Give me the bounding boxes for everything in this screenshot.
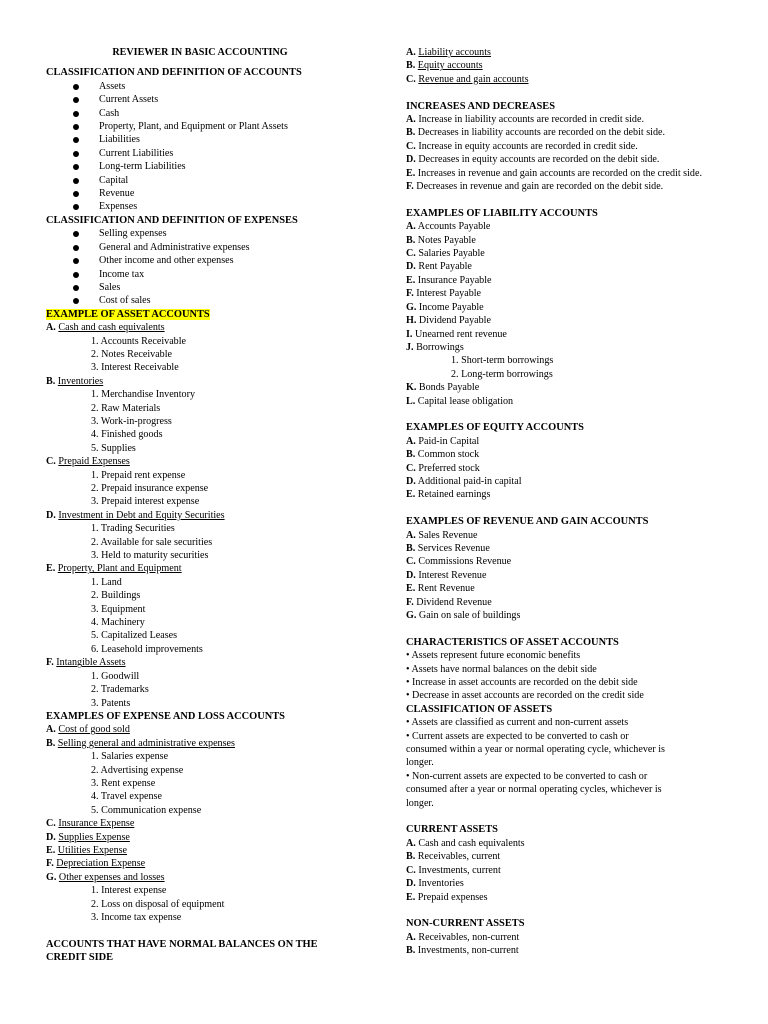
list-item: C. Investments, current — [406, 864, 501, 876]
list-item: G. Income Payable — [406, 301, 484, 313]
list-item: L. Capital lease obligation — [406, 395, 514, 407]
noncurrent-assets-list — [406, 931, 731, 958]
bullet-dot-icon — [73, 285, 79, 291]
list-item: D. Decreases in equity accounts are recorded on the debit side. — [406, 154, 660, 166]
bullet-item: Liabilities — [46, 133, 354, 146]
sub-item: 3. Income tax expense — [91, 912, 182, 923]
sub-item: 2. Available for sale securities — [91, 536, 213, 548]
increases-decreases-list — [406, 113, 731, 193]
list-item: A. Cash and cash equivalents — [406, 837, 525, 849]
sub-item: 3. Interest Receivable — [91, 362, 179, 374]
list-item: D. Investment in Debt and Equity Securities — [46, 509, 225, 521]
bullet-item: Assets — [46, 80, 354, 93]
list-item: • Assets have normal balances on the debit side — [406, 663, 597, 675]
heading-asset-classification: CLASSIFICATION OF ASSETS — [406, 703, 553, 715]
sub-item: 1. Salaries expense — [91, 751, 169, 763]
sub-item: 1. Short-term borrowings — [451, 355, 554, 367]
list-item: E. Increases in revenue and gain accounts are recorded on the credit side. — [406, 167, 702, 179]
heading-classification-accounts: CLASSIFICATION AND DEFINITION OF ACCOUNTS — [46, 67, 302, 79]
list-item: A. Cash and cash equivalents — [46, 322, 165, 334]
list-item: • Non-current assets are expected to be converted to cash or consumed after a year or normal operating cycles, whichever is longer. — [406, 770, 662, 809]
bullet-dot-icon — [73, 84, 79, 90]
sub-item: 2. Advertising expense — [91, 764, 184, 776]
expense-examples-list — [46, 723, 354, 924]
bullet-dot-icon — [73, 124, 79, 130]
list-item: • Current assets are expected to be converted to cash or consumed within a year or normal operating cycle, whichever is longer. — [406, 730, 665, 769]
heading-normal-credit-balances: ACCOUNTS THAT HAVE NORMAL BALANCES ON THE CREDIT SIDE — [46, 938, 318, 964]
list-item: D. Inventories — [406, 878, 464, 890]
list-item: B. Services Revenue — [406, 542, 490, 554]
bullet-item: Sales — [46, 281, 354, 294]
sub-item: 1. Merchandise Inventory — [91, 389, 195, 401]
bullet-dot-icon — [73, 272, 79, 278]
list-item: B. Decreases in liability accounts are recorded on the debit side. — [406, 127, 665, 139]
sub-item: 2. Buildings — [91, 590, 141, 602]
bullet-item: Current Liabilities — [46, 147, 354, 160]
list-item: C. Preferred stock — [406, 462, 480, 474]
bullet-dot-icon — [73, 298, 79, 304]
bullet-dot-icon — [73, 111, 79, 117]
list-item: B. Investments, non-current — [406, 945, 519, 957]
bullet-item: Expenses — [46, 200, 354, 213]
sub-item: 3. Patents — [91, 697, 131, 709]
sub-item: 4. Finished goods — [91, 429, 163, 441]
list-item: A. Liability accounts — [406, 47, 491, 58]
list-item: • Assets are classified as current and non-current assets — [406, 717, 629, 729]
list-item: C. Prepaid Expenses — [46, 456, 130, 468]
sub-item: 2. Raw Materials — [91, 402, 161, 414]
sub-item: 2. Notes Receivable — [91, 348, 173, 360]
list-item: E. Utilities Expense — [46, 844, 128, 856]
bullet-dot-icon — [73, 245, 79, 251]
sub-item: 2. Loss on disposal of equipment — [91, 898, 225, 910]
list-item: A. Cost of good sold — [46, 724, 130, 736]
heading-equity-examples: EXAMPLES OF EQUITY ACCOUNTS — [406, 422, 584, 434]
list-item: • Decrease in asset accounts are recorded on the credit side — [406, 690, 644, 702]
list-item: B. Selling general and administrative expenses — [46, 737, 235, 749]
bullet-item: Capital — [46, 174, 354, 187]
list-item: D. Rent Payable — [406, 261, 472, 273]
heading-classification-expenses: CLASSIFICATION AND DEFINITION OF EXPENSES — [46, 214, 298, 226]
list-item: H. Dividend Payable — [406, 315, 491, 327]
asset-examples-list — [46, 321, 354, 710]
list-item: • Assets represent future economic benefits — [406, 650, 581, 662]
bullet-item: Selling expenses — [46, 227, 354, 240]
list-item: D. Supplies Expense — [46, 831, 130, 843]
bullet-dot-icon — [73, 97, 79, 103]
sub-item: 6. Leasehold improvements — [91, 643, 203, 655]
sub-item: 2. Trademarks — [91, 684, 149, 696]
list-item: K. Bonds Payable — [406, 382, 480, 394]
highlighted-heading: EXAMPLE OF ASSET ACCOUNTS — [46, 308, 210, 320]
list-item: G. Other expenses and losses — [46, 871, 165, 883]
classification-accounts-list — [46, 80, 354, 214]
sub-item: 1. Trading Securities — [91, 523, 175, 535]
document-title: REVIEWER IN BASIC ACCOUNTING — [112, 47, 288, 58]
bullet-dot-icon — [73, 164, 79, 170]
list-item: G. Gain on sale of buildings — [406, 610, 521, 621]
sub-item: 3. Equipment — [91, 603, 146, 615]
bullet-dot-icon — [73, 258, 79, 264]
sub-item: 3. Work-in-progress — [91, 415, 172, 427]
bullet-item: Cash — [46, 107, 354, 120]
sub-item: 1. Accounts Receivable — [91, 335, 187, 347]
list-item: E. Property, Plant and Equipment — [46, 563, 182, 575]
sub-item: 2. Prepaid insurance expense — [91, 483, 209, 494]
list-item: A. Paid-in Capital — [406, 435, 480, 447]
list-item: B. Equity accounts — [406, 60, 483, 72]
list-item: D. Interest Revenue — [406, 569, 487, 581]
bullet-item: Cost of sales — [46, 294, 354, 307]
sub-item: 3. Held to maturity securities — [91, 550, 209, 562]
sub-item: 2. Long-term borrowings — [451, 368, 553, 380]
right-column — [406, 46, 731, 958]
classification-expenses-list — [46, 227, 354, 307]
bullet-dot-icon — [73, 204, 79, 210]
current-assets-list — [406, 837, 731, 904]
list-item: • Increase in asset accounts are recorded on the debit side — [406, 677, 638, 689]
heading-revenue-examples: EXAMPLES OF REVENUE AND GAIN ACCOUNTS — [406, 516, 649, 528]
sub-item: 5. Supplies — [91, 442, 136, 454]
list-item: D. Additional paid-in capital — [406, 475, 522, 487]
list-item: C. Revenue and gain accounts — [406, 73, 529, 85]
list-item: E. Prepaid expenses — [406, 891, 488, 903]
list-item: C. Increase in equity accounts are recorded in credit side. — [406, 140, 638, 152]
bullet-item: Long-term Liabilities — [46, 160, 354, 173]
sub-item: 1. Goodwill — [91, 670, 140, 682]
sub-item: 4. Machinery — [91, 617, 145, 629]
left-column — [46, 0, 354, 965]
sub-item: 3. Prepaid interest expense — [91, 496, 200, 508]
sub-item: 1. Interest expense — [91, 885, 167, 897]
list-item: B. Notes Payable — [406, 234, 476, 246]
list-item: F. Intangible Assets — [46, 657, 126, 669]
bullet-item: Other income and other expenses — [46, 254, 354, 267]
bullet-item: Revenue — [46, 187, 354, 200]
sub-item: 4. Travel expense — [91, 791, 162, 803]
bullet-item: Current Assets — [46, 93, 354, 106]
heading-increases-decreases: INCREASES AND DECREASES — [406, 100, 555, 112]
sub-item: 1. Land — [91, 576, 122, 588]
list-item: F. Decreases in revenue and gain are recorded on the debit side. — [406, 181, 664, 193]
list-item: A. Increase in liability accounts are recorded in credit side. — [406, 114, 644, 126]
list-item: B. Inventories — [46, 375, 104, 387]
list-item: E. Rent Revenue — [406, 583, 475, 595]
sub-item: 5. Communication expense — [91, 804, 202, 816]
bullet-dot-icon — [73, 231, 79, 237]
list-item: F. Dividend Revenue — [406, 596, 492, 608]
bullet-dot-icon — [73, 151, 79, 157]
list-item: A. Sales Revenue — [406, 529, 478, 541]
list-item: E. Insurance Payable — [406, 274, 492, 286]
list-item: B. Common stock — [406, 449, 480, 461]
list-item: E. Retained earnings — [406, 489, 491, 501]
heading-asset-examples — [46, 308, 354, 321]
credit-accounts-list — [406, 46, 731, 86]
sub-item: 5. Capitalized Leases — [91, 630, 178, 642]
heading-expense-examples: EXAMPLES OF EXPENSE AND LOSS ACCOUNTS — [46, 710, 285, 722]
heading-noncurrent-assets: NON-CURRENT ASSETS — [406, 918, 525, 930]
list-item: C. Insurance Expense — [46, 818, 135, 830]
list-item: F. Depreciation Expense — [46, 858, 146, 870]
list-item: C. Salaries Payable — [406, 248, 485, 260]
asset-classification-list — [406, 716, 668, 810]
heading-asset-characteristics: CHARACTERISTICS OF ASSET ACCOUNTS — [406, 636, 619, 648]
list-item: F. Interest Payable — [406, 288, 482, 300]
bullet-dot-icon — [73, 178, 79, 184]
list-item: J. Borrowings — [406, 341, 464, 353]
list-item: I. Unearned rent revenue — [406, 328, 507, 340]
bullet-dot-icon — [73, 137, 79, 143]
list-item: A. Accounts Payable — [406, 221, 491, 233]
heading-liability-examples: EXAMPLES OF LIABILITY ACCOUNTS — [406, 207, 598, 219]
bullet-item: Income tax — [46, 268, 354, 281]
sub-item: 1. Prepaid rent expense — [91, 469, 186, 481]
list-item: C. Commissions Revenue — [406, 556, 512, 568]
asset-characteristics-list — [406, 649, 731, 703]
heading-current-assets: CURRENT ASSETS — [406, 824, 498, 836]
bullet-item: General and Administrative expenses — [46, 241, 354, 254]
bullet-item: Property, Plant, and Equipment or Plant Assets — [46, 120, 354, 133]
list-item: A. Receivables, non-current — [406, 931, 520, 943]
revenue-examples-list — [406, 529, 731, 623]
sub-item: 3. Rent expense — [91, 777, 156, 789]
equity-examples-list — [406, 435, 731, 502]
list-item: B. Receivables, current — [406, 851, 501, 863]
bullet-dot-icon — [73, 191, 79, 197]
liability-examples-list — [406, 220, 731, 408]
